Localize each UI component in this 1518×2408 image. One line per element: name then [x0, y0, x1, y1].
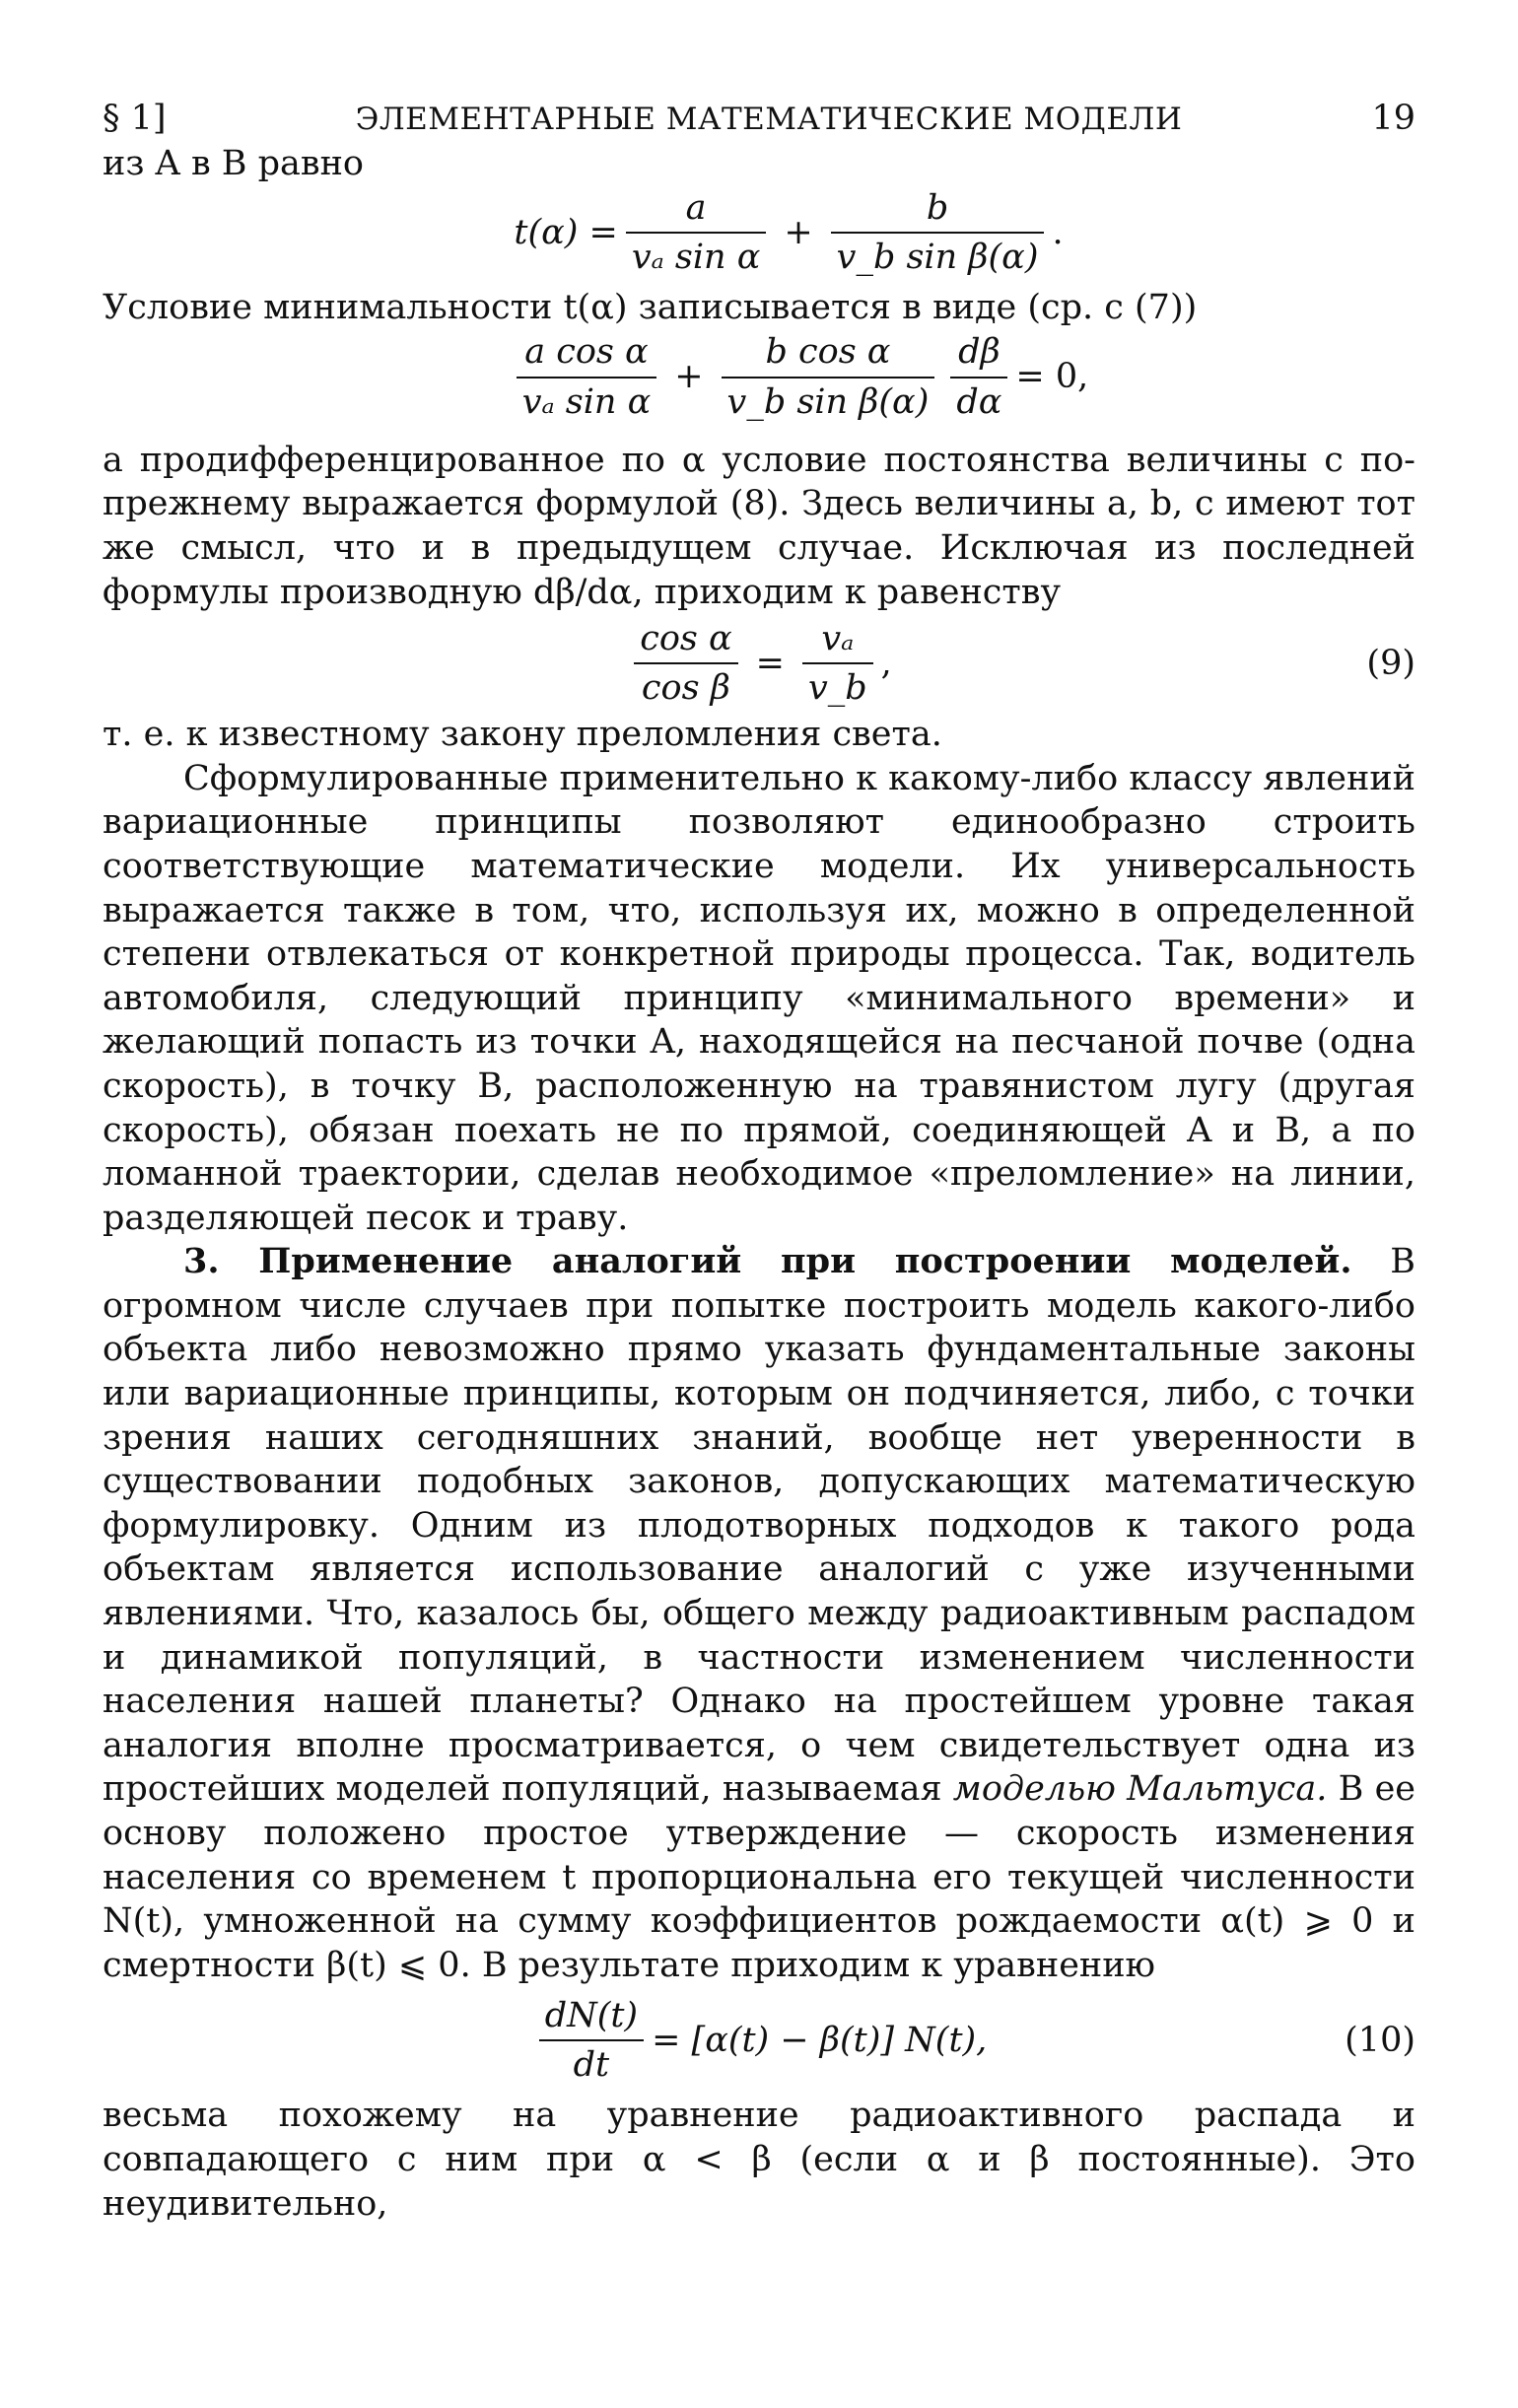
fraction-bar	[539, 2039, 644, 2041]
section-heading: 3. Применение аналогий при построении моделей.	[183, 1241, 1352, 1282]
numerator: dN(t)	[544, 1995, 639, 2035]
fraction-bar	[802, 662, 873, 664]
formula-rhs: = [α(t) − β(t)] N(t),	[652, 2021, 988, 2061]
numerator: a	[685, 187, 707, 228]
formula-lhs: t(α) =	[514, 212, 618, 252]
equals-sign: =	[755, 643, 785, 683]
fraction	[802, 617, 873, 711]
malthus-model-term: моделью Мальтуса.	[952, 1769, 1328, 1810]
plus-sign: +	[784, 212, 813, 252]
denominator: vₐ sin α	[631, 238, 761, 278]
fraction	[831, 186, 1045, 280]
running-header	[103, 97, 1415, 142]
fraction-bar	[722, 377, 935, 378]
numerator: dβ	[958, 332, 1000, 373]
fraction	[634, 617, 737, 711]
fraction-bar	[950, 377, 1007, 378]
fraction	[539, 1994, 644, 2088]
fraction	[950, 330, 1007, 424]
numerator: b	[926, 187, 949, 228]
denominator: v_b sin β(α)	[836, 238, 1039, 278]
section-3-paragraph	[103, 1240, 1415, 1987]
fraction	[626, 186, 767, 280]
running-title: ЭЛЕМЕНТАРНЫЕ МАТЕМАТИЧЕСКИЕ МОДЕЛИ	[355, 102, 1183, 137]
fraction-bar	[634, 662, 737, 664]
paragraph: т. е. к известному закону преломления света.	[103, 715, 942, 755]
paragraph: а продифференцированное по α условие постоянства величины c по-прежнему выражается формулой (8). Здесь величины a, b, c имеют тот же смысл, что и в предыдущем случае. Исключая из последней формулы производную dβ/dα, приходим к равенству	[103, 440, 1415, 612]
numerator: vₐ	[821, 618, 855, 658]
fraction-bar	[517, 377, 657, 378]
page-number: 19	[1371, 99, 1415, 138]
denominator: dα	[956, 381, 1002, 422]
paragraph: Сформулированные применительно к какому-либо классу явлений вариационные принципы позволяют единообразно строить соответствующие математические модели. Их универсальность выражается также в том, что, используя их, можно в определенной степени отвлекаться от конкретной природы процесса. Так, водитель автомобиля, следующий принципу «минимального времени» и желающий попасть из точки A, находящейся на песчаной почве (одна скорость), в точку B, расположенную на травянистом лугу (другая скорость), обязан поехать не по прямой, соединяющей A и B, а по ломанной траектории, сделав необходимое «преломление» на линии, разделяющей песок и траву.	[103, 758, 1415, 1238]
plus-sign: +	[674, 357, 704, 397]
paragraph-text: В огромном числе случаев при попытке построить модель какого-либо объекта либо невозможно прямо указать фундаментальные законы или вариационные принципы, которым он подчиняется, либо, с точки зрения наших сегодняшних знаний, вообще нет уверенности в существовании подобных законов, допускающих математическую формулировку. Одним из плодотворных подходов к такого рода объектам является использование аналогий с уже изученными явлениями. Что, казалось бы, общего между радиоактивным распадом и динамикой популяций, в частности изменением численности населения нашей планеты? Однако на простейшем уровне такая аналогия вполне просматривается, о чем свидетельствует одна из простейших моделей популяций, называемая	[103, 1242, 1415, 1810]
formula-travel-time	[162, 185, 1415, 280]
fraction	[722, 330, 935, 424]
condition-line: Условие минимальности t(α) записывается в виде (ср. с (7))	[103, 288, 1198, 328]
section-marker: § 1]	[103, 99, 167, 138]
fraction-bar	[626, 232, 767, 234]
formula-rhs: = 0,	[1015, 357, 1089, 397]
numerator: cos α	[640, 618, 732, 658]
fraction	[517, 330, 657, 424]
formula-9	[103, 614, 1415, 713]
formula-minimality	[181, 330, 1415, 425]
denominator: vₐ sin α	[521, 381, 652, 422]
paragraph: весьма похожему на уравнение радиоактивного распада и совпадающего с ним при α < β (если α и β постоянные). Это неудивительно,	[103, 2096, 1415, 2224]
denominator: v_b	[807, 668, 867, 709]
formula-10	[103, 1987, 1415, 2094]
equation-number: (10)	[1345, 2021, 1415, 2061]
denominator: v_b sin β(α)	[726, 381, 930, 422]
fraction-bar	[831, 232, 1045, 234]
denominator: dt	[573, 2045, 610, 2086]
numerator: b cos α	[765, 332, 891, 373]
equation-number: (9)	[1366, 643, 1415, 683]
intro-line: из A в B равно	[103, 143, 364, 183]
paragraph-text: В ее основу положено простое утверждение — скорость изменения населения со временем t пропорциональна его текущей численности N(t), умноженной на сумму коэффициентов рождаемости α(t) ⩾ 0 и смертности β(t) ⩽ 0. В результате приходим к уравнению	[103, 1769, 1415, 1985]
numerator: a cos α	[524, 332, 649, 373]
formula-end: .	[1052, 212, 1064, 252]
formula-end: ,	[880, 643, 892, 683]
denominator: cos β	[641, 668, 730, 709]
